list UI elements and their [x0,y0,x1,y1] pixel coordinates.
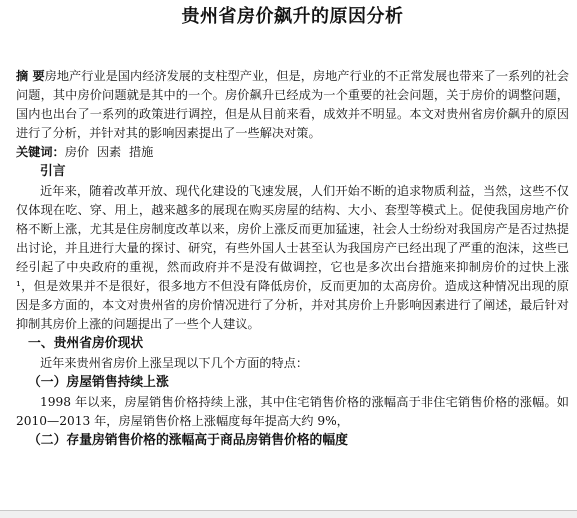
document-title: 贵州省房价飙升的原因分析 [181,6,404,27]
keywords-label: 关键词： [16,145,65,159]
abstract-label: 摘 要 [16,69,45,83]
abstract-paragraph [16,67,569,143]
keywords-text: 房价 因素 措施 [64,145,154,159]
title-spacer [16,34,569,67]
keywords-line [16,143,569,162]
section-heading-status: 一、贵州省房价现状 [28,336,144,351]
intro-heading: 引言 [40,164,66,179]
abstract-text: 房地产行业是国内经济发展的支柱型产业，但是，房地产行业的不正常发展也带来了一系列的社会问题，其中房价问题就是其中的一个。房价飙升已经成为一个重要的社会问题，关于房价的调整问题，国内也出台了一系列的政策进行调控，但是从目前来看，成效并不明显。本文对贵州省房价飙升的原因进行了分析，并针对其的影响因素提出了一些解决对策。 [16,69,569,140]
subsection-heading-sales-rising: （一）房屋销售持续上涨 [28,375,169,390]
bottom-scrollbar[interactable] [0,510,577,518]
subsection-heading-stock-housing: （二）存量房销售价格的涨幅高于商品房销售价格的幅度 [28,433,348,448]
section-lead: 近年来贵州省房价上涨呈现以下几个方面的特点： [40,356,309,370]
intro-body: 近年来，随着改革开放、现代化建设的飞速发展，人们开始不断的追求物质利益，当然，这些不仅仅体现在吃、穿、用上，越来越多的展现在购买房屋的结构、大小、套型等模式上。促使我国房地产价格不断上涨，尤其是住房制度改革以来，房价上涨反而更加猛速，社会人士纷纷对我国房产是否过热提出讨论，并且进行大量的探讨、研究，有些外国人士甚至认为我国房产已经出现了严重的泡沫，这些已经引起了中央政府的重视，然而政府并不是没有做调控，它也是多次出台措施来抑制房价的过快上涨¹，但是效果并不是很好，很多地方不但没有降低房价，反而更加的太高房价。造成这种情况出现的原因是多方面的，本文对贵州省的房价情况进行了分析，并对其房价上升影响因素进行了阐述，最后针对抑制其房价上涨的问题提出了一些个人建议。 [16,184,569,331]
subsection-body-sales-rising: 1998 年以来，房屋销售价格持续上涨，其中住宅销售价格的涨幅高于非住宅销售价格的涨幅。如 2010—2013 年，房屋销售价格上涨幅度每年提高大约 9%， [16,395,569,428]
